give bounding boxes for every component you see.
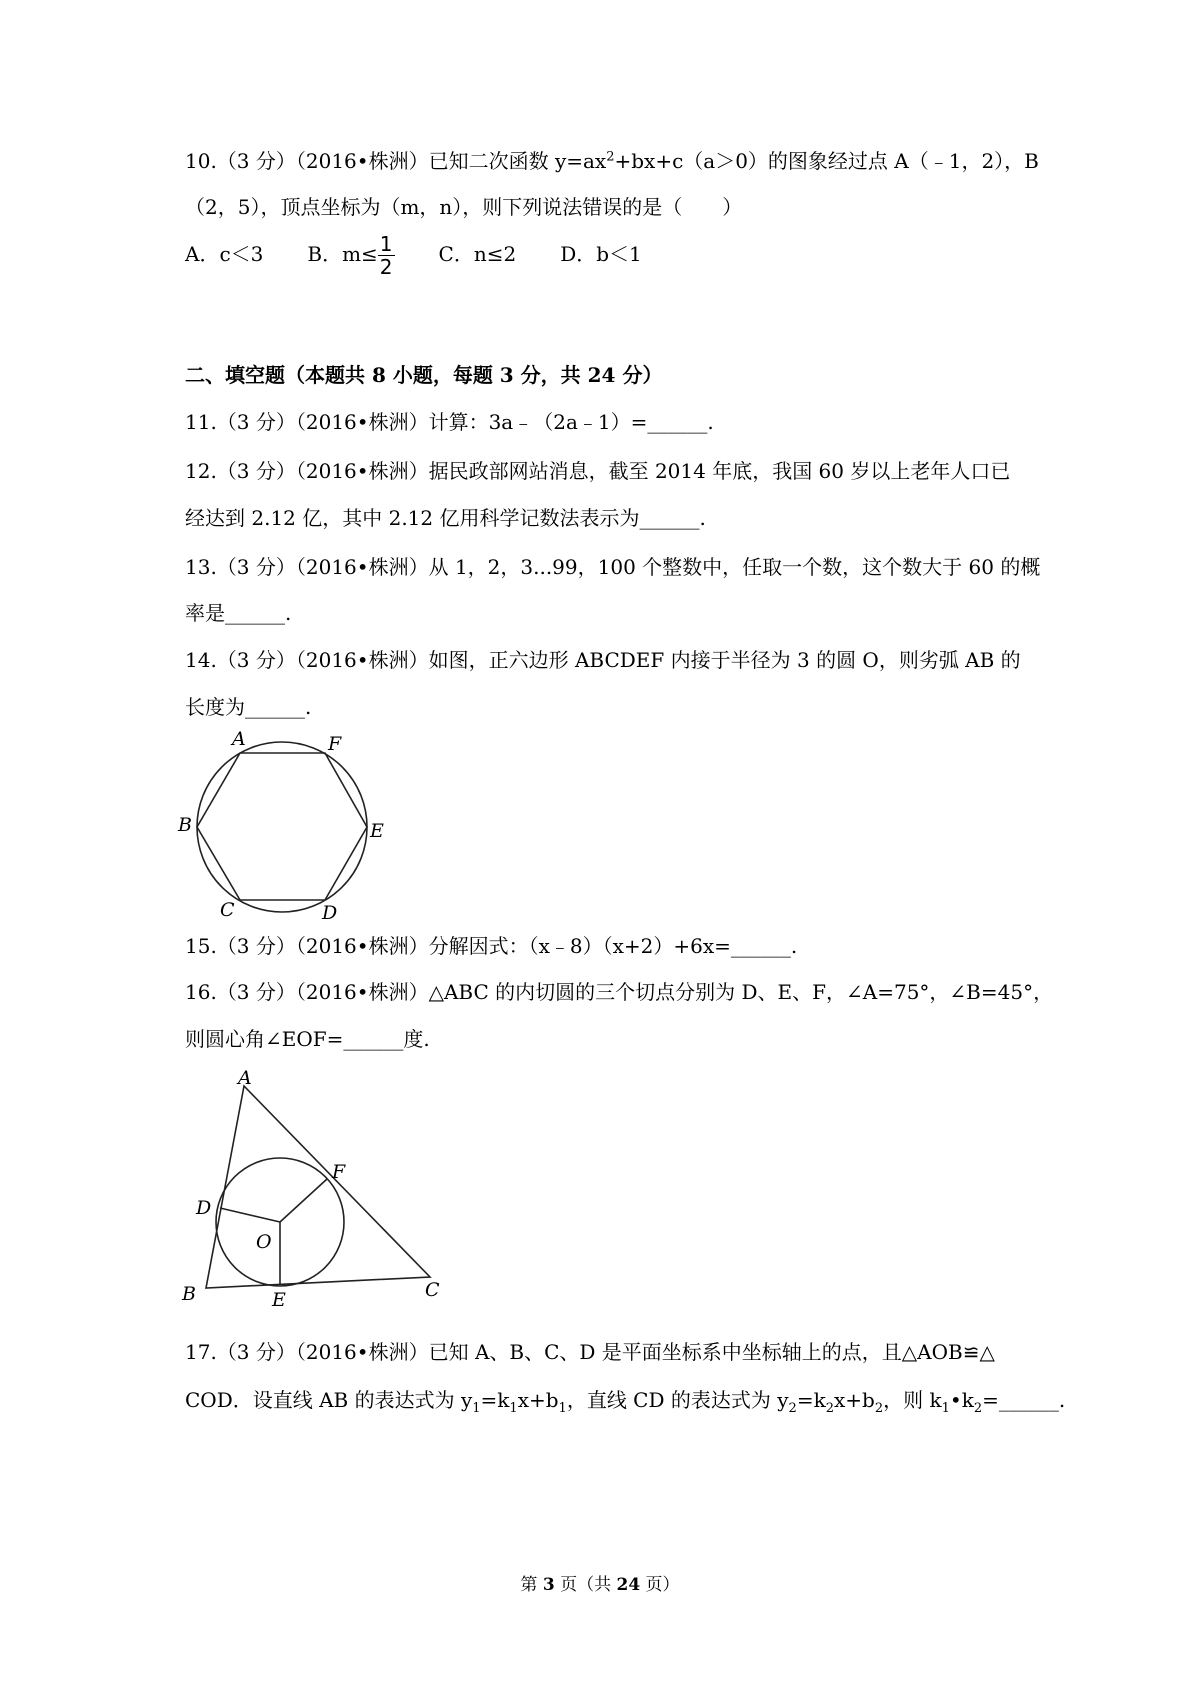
fraction-numerator: 1	[379, 232, 393, 256]
q14-line1: 14.（3 分）（2016•株洲）如图，正六边形 ABCDEF 内接于半径为 3 的圆 O，则劣弧 AB 的	[185, 648, 1021, 672]
radius-of	[280, 1179, 327, 1222]
q10-line1	[185, 147, 1039, 175]
q17-sub-3: 1	[558, 1401, 567, 1416]
q10-options	[185, 233, 686, 278]
tri-label-b: B	[182, 1283, 196, 1305]
q10-line1-pre: 10.（3 分）（2016•株洲）已知二次函数 y=ax	[185, 149, 607, 173]
footer-pre: 第	[520, 1575, 543, 1595]
regular-hexagon	[197, 753, 367, 900]
q17-line2	[185, 1386, 1065, 1414]
q17-sub-4: 2	[788, 1401, 797, 1416]
hexagon-figure	[176, 730, 396, 925]
q17-text-5: =k	[796, 1388, 826, 1412]
q11: 11.（3 分）（2016•株洲）计算：3a﹣（2a﹣1）=______.	[185, 410, 714, 434]
q17-text-1: COD．设直线 AB 的表达式为 y	[185, 1388, 473, 1412]
hex-label-c: C	[220, 899, 235, 921]
tri-label-o: O	[256, 1231, 272, 1253]
q17-sub-1: 1	[472, 1401, 481, 1416]
q10-line1-post: +bx+c（a＞0）的图象经过点 A（﹣1，2），B	[614, 149, 1039, 173]
hex-label-f: F	[328, 733, 342, 755]
section2-title: 二、填空题（本题共 8 小题，每题 3 分，共 24 分）	[185, 363, 663, 387]
q17-sub-5: 2	[825, 1401, 834, 1416]
q17-sub-8: 2	[973, 1401, 983, 1416]
circumscribed-circle	[197, 742, 367, 912]
fraction-denominator: 2	[379, 255, 393, 279]
hex-label-b: B	[178, 814, 192, 836]
hex-label-a: A	[232, 730, 246, 750]
q16-line1: 16.（3 分）（2016•株洲）△ABC 的内切圆的三个切点分别为 D、E、F，∠A=75°，∠B=45°，	[185, 980, 1054, 1004]
tri-label-a: A	[238, 1070, 252, 1089]
q17-text-7: ，则 k	[883, 1388, 942, 1412]
q10-option-b-fraction	[378, 233, 395, 278]
q13-line1: 13.（3 分）（2016•株洲）从 1，2，3...99，100 个整数中，任取一个数，这个数大于 60 的概	[185, 555, 1041, 579]
q17-sub-6: 2	[874, 1401, 884, 1416]
q17-sub-7: 1	[941, 1401, 950, 1416]
q10-line2: （2，5），顶点坐标为（m，n），则下列说法错误的是（ ）	[185, 195, 743, 219]
q10-option-b-text: B．m≤	[307, 242, 378, 266]
q13-line2: 率是______.	[185, 601, 292, 625]
q10-option-c: C．n≤2	[438, 242, 517, 266]
tri-label-f: F	[332, 1161, 346, 1183]
footer-post: 页）	[640, 1575, 680, 1595]
q10-option-a: A．c＜3	[185, 242, 264, 266]
footer-total-pages: 24	[616, 1575, 641, 1595]
q17-sub-2: 1	[509, 1401, 518, 1416]
hex-label-d: D	[322, 902, 338, 924]
q10-exponent: 2	[606, 149, 615, 165]
q17-text-4: ，直线 CD 的表达式为 y	[566, 1388, 789, 1412]
tri-label-d: D	[196, 1197, 212, 1219]
q17-text-3: x+b	[517, 1388, 559, 1412]
footer-mid: 页（共	[554, 1575, 617, 1595]
q17-text-8: •k	[949, 1388, 974, 1412]
q12-line1: 12.（3 分）（2016•株洲）据民政部网站消息，截至 2014 年底，我国 60 岁以上老年人口已	[185, 459, 1011, 483]
hex-label-e: E	[370, 820, 384, 842]
tri-label-e: E	[272, 1289, 286, 1310]
radius-od	[220, 1208, 280, 1222]
tri-label-c: C	[425, 1279, 440, 1301]
page-footer	[0, 1573, 1200, 1597]
q17-text-6: x+b	[834, 1388, 875, 1412]
q17-line1: 17.（3 分）（2016•株洲）已知 A、B、C、D 是平面坐标系中坐标轴上的点，且△AOB≌△	[185, 1340, 995, 1364]
q17-text-9: =______.	[982, 1388, 1066, 1412]
q12-line2: 经达到 2.12 亿，其中 2.12 亿用科学记数法表示为______.	[185, 506, 706, 530]
q10-option-d: D．b＜1	[560, 242, 642, 266]
q17-text-2: =k	[480, 1388, 510, 1412]
q10-option-b	[307, 233, 394, 278]
footer-page-number: 3	[542, 1575, 555, 1595]
q15: 15.（3 分）（2016•株洲）分解因式：（x﹣8）（x+2）+6x=______.	[185, 934, 798, 958]
q14-line2: 长度为______.	[185, 695, 312, 719]
incircle-figure	[176, 1070, 446, 1310]
q16-line2: 则圆心角∠EOF=______度.	[185, 1027, 430, 1051]
